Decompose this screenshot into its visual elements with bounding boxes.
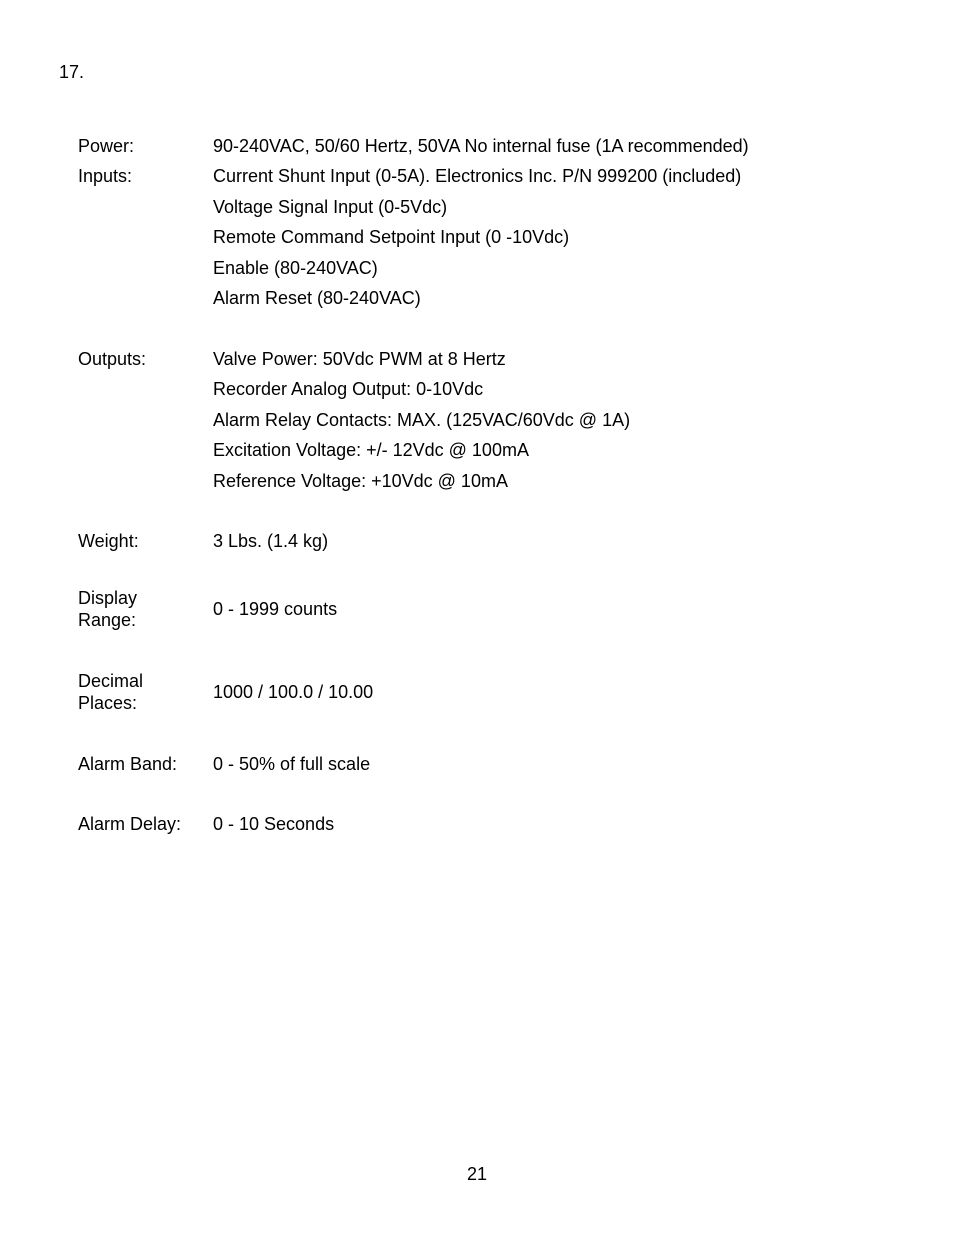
page-number: 21 (466, 1164, 488, 1184)
spec-label-weight: Weight: (78, 531, 139, 552)
specifications-list (78, 131, 898, 840)
spec-values-power (213, 131, 898, 162)
spec-value: 0 - 1999 counts (213, 598, 338, 619)
spec-values-display-range (213, 594, 898, 625)
spec-values-inputs (213, 162, 898, 315)
spec-row-alarm-band (78, 749, 898, 780)
spec-value: Excitation Voltage: +/- 12Vdc @ 100mA (213, 440, 529, 461)
spec-label-alarm-delay: Alarm Delay: (78, 814, 182, 835)
spec-row-power (78, 131, 898, 162)
spec-row-inputs (78, 162, 898, 315)
spec-label-line: Range: (78, 610, 137, 630)
spec-value: Remote Command Setpoint Input (0 -10Vdc) (213, 227, 570, 248)
spec-values-alarm-band (213, 749, 898, 780)
spec-value: Voltage Signal Input (0-5Vdc) (213, 196, 448, 217)
spec-label-line: Places: (78, 693, 138, 713)
spec-label-display-range (78, 587, 213, 631)
spec-row-outputs (78, 344, 898, 497)
spec-label-power: Power: (78, 135, 135, 156)
spec-values-decimal-places (213, 677, 898, 708)
spec-value: 3 Lbs. (1.4 kg) (213, 531, 329, 552)
spec-row-alarm-delay (78, 810, 898, 841)
spec-label-line: Decimal (78, 671, 144, 691)
spec-value: 1000 / 100.0 / 10.00 (213, 681, 374, 702)
section-number: 17. (59, 62, 85, 82)
spec-values-weight (213, 527, 898, 558)
spec-row-weight (78, 527, 898, 558)
spec-values-alarm-delay (213, 810, 898, 841)
spec-label-line: Display (78, 588, 138, 608)
spec-value: Alarm Relay Contacts: MAX. (125VAC/60Vdc @ 1A) (213, 409, 631, 430)
spec-row-decimal-places (78, 670, 898, 714)
spec-value: Reference Voltage: +10Vdc @ 10mA (213, 470, 508, 491)
spec-value: Enable (80-240VAC) (213, 257, 378, 278)
spec-value: 0 - 50% of full scale (213, 753, 371, 774)
spec-value: Valve Power: 50Vdc PWM at 8 Hertz (213, 348, 506, 369)
spec-label-outputs: Outputs: (78, 348, 147, 369)
spec-values-outputs (213, 344, 898, 497)
spec-label-alarm-band: Alarm Band: (78, 753, 178, 774)
spec-value: Alarm Reset (80-240VAC) (213, 288, 421, 309)
spec-value: Current Shunt Input (0-5A). Electronics Inc. P/N 999200 (included) (213, 166, 742, 187)
spec-row-display-range (78, 587, 898, 631)
spec-label-decimal-places (78, 670, 213, 714)
spec-value: 0 - 10 Seconds (213, 814, 335, 835)
spec-value: 90-240VAC, 50/60 Hertz, 50VA No internal fuse (1A recommended) (213, 135, 749, 156)
spec-value: Recorder Analog Output: 0-10Vdc (213, 379, 484, 400)
spec-label-inputs: Inputs: (78, 166, 133, 187)
